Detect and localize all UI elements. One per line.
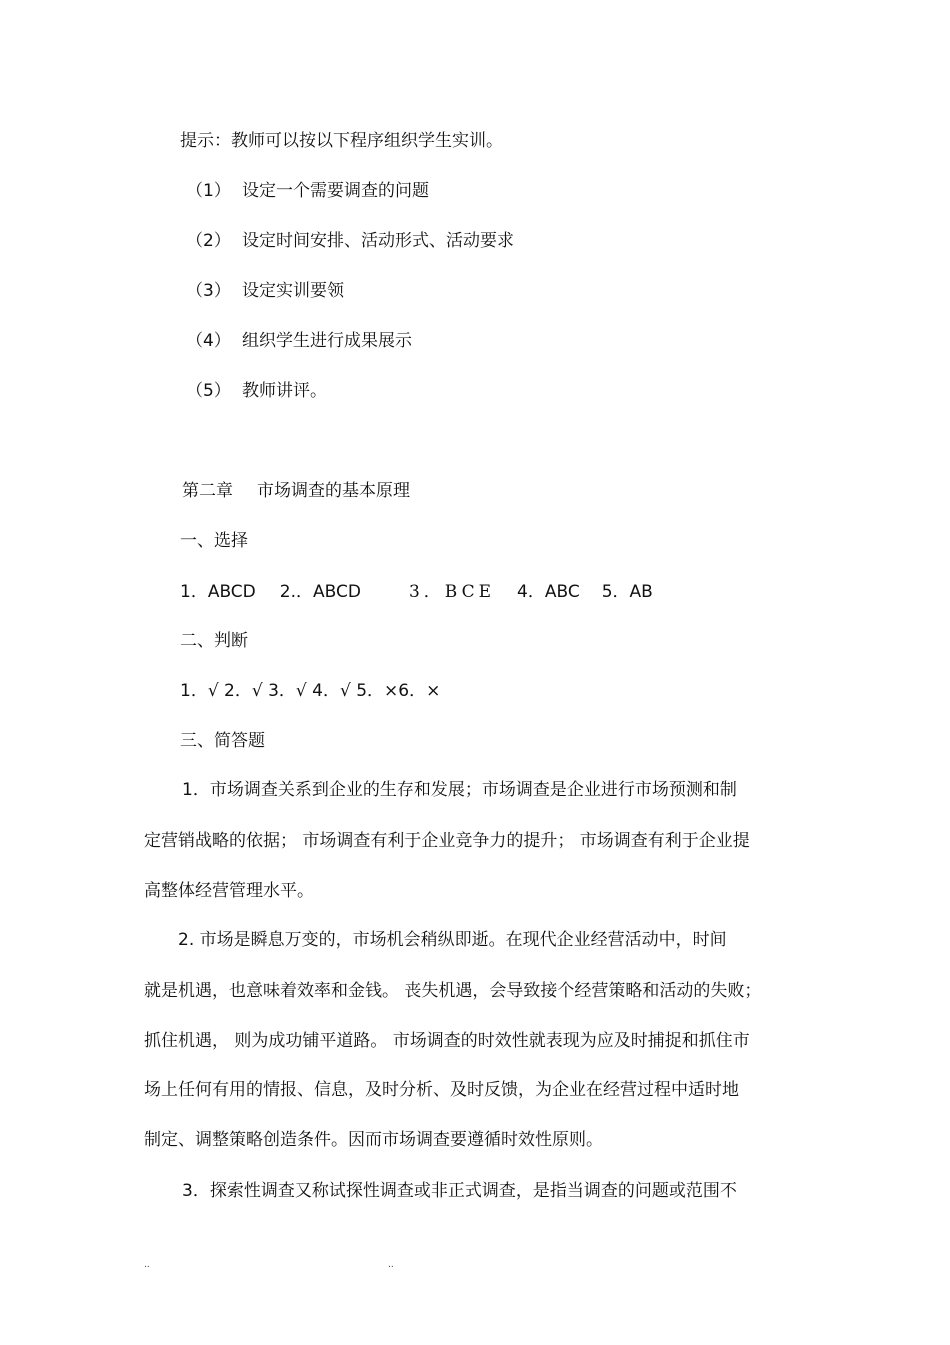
step-text: 设定一个需要调查的问题 [242,181,429,201]
section-heading-choice: 一、选择 [180,531,248,551]
choice-answers [180,581,653,603]
answer-1-line-1: 1．市场调查关系到企业的生存和发展；市场调查是企业进行市场预测和制 [182,780,737,800]
choice-answer: 5．AB [601,582,653,602]
step-text: 教师讲评。 [242,381,327,401]
step-number: （2） [186,231,231,251]
answer-3-line-1: 3．探索性调查又称试探性调查或非正式调查，是指当调查的问题或范围不 [182,1181,737,1201]
step-text: 组织学生进行成果展示 [242,331,412,351]
hint-step-1 [186,180,429,202]
footer-mark-right: .. [388,1260,394,1270]
hint-step-3 [186,280,344,302]
choice-answer: 4．ABC [517,582,580,602]
step-number: （5） [186,381,231,401]
hint-intro: 提示：教师可以按以下程序组织学生实训。 [180,131,503,151]
section-heading-short-answer: 三、简答题 [180,731,265,751]
hint-step-4 [186,330,412,352]
choice-answer: 2.．ABCD [279,582,361,602]
hint-step-2 [186,230,514,252]
section-heading-judge: 二、判断 [180,631,248,651]
answer-2-line-2: 就是机遇，也意味着效率和金钱。 丧失机遇，会导致接个经营策略和活动的失败； [144,981,762,1001]
judge-answers: 1．√ 2．√ 3．√ 4．√ 5．×6．× [180,681,441,701]
step-number: （4） [186,331,231,351]
step-number: （1） [186,181,231,201]
answer-1-line-3: 高整体经营管理水平。 [144,881,314,901]
answer-2-line-4: 场上任何有用的情报、信息，及时分析、及时反馈，为企业在经营过程中适时地 [144,1080,739,1100]
hint-step-5 [186,380,327,402]
step-text: 设定实训要领 [242,281,344,301]
chapter-number: 第二章 [182,481,233,501]
choice-answer: 3．BCE [408,582,496,602]
step-number: （3） [186,281,231,301]
chapter-title: 市场调查的基本原理 [257,481,410,501]
footer-mark-left: .. [144,1260,150,1270]
answer-2-line-5: 制定、调整策略创造条件。因而市场调查要遵循时效性原则。 [144,1130,603,1150]
choice-answer: 1．ABCD [180,582,256,602]
answer-2-line-1: 2. 市场是瞬息万变的，市场机会稍纵即逝。在现代企业经营活动中，时间 [178,930,727,950]
answer-1-line-2: 定营销战略的依据； 市场调查有利于企业竞争力的提升； 市场调查有利于企业提 [144,831,750,851]
step-text: 设定时间安排、活动形式、活动要求 [242,231,514,251]
chapter-heading [182,480,410,502]
answer-2-line-3: 抓住机遇， 则为成功铺平道路。 市场调查的时效性就表现为应及时捕捉和抓住市 [144,1031,750,1051]
